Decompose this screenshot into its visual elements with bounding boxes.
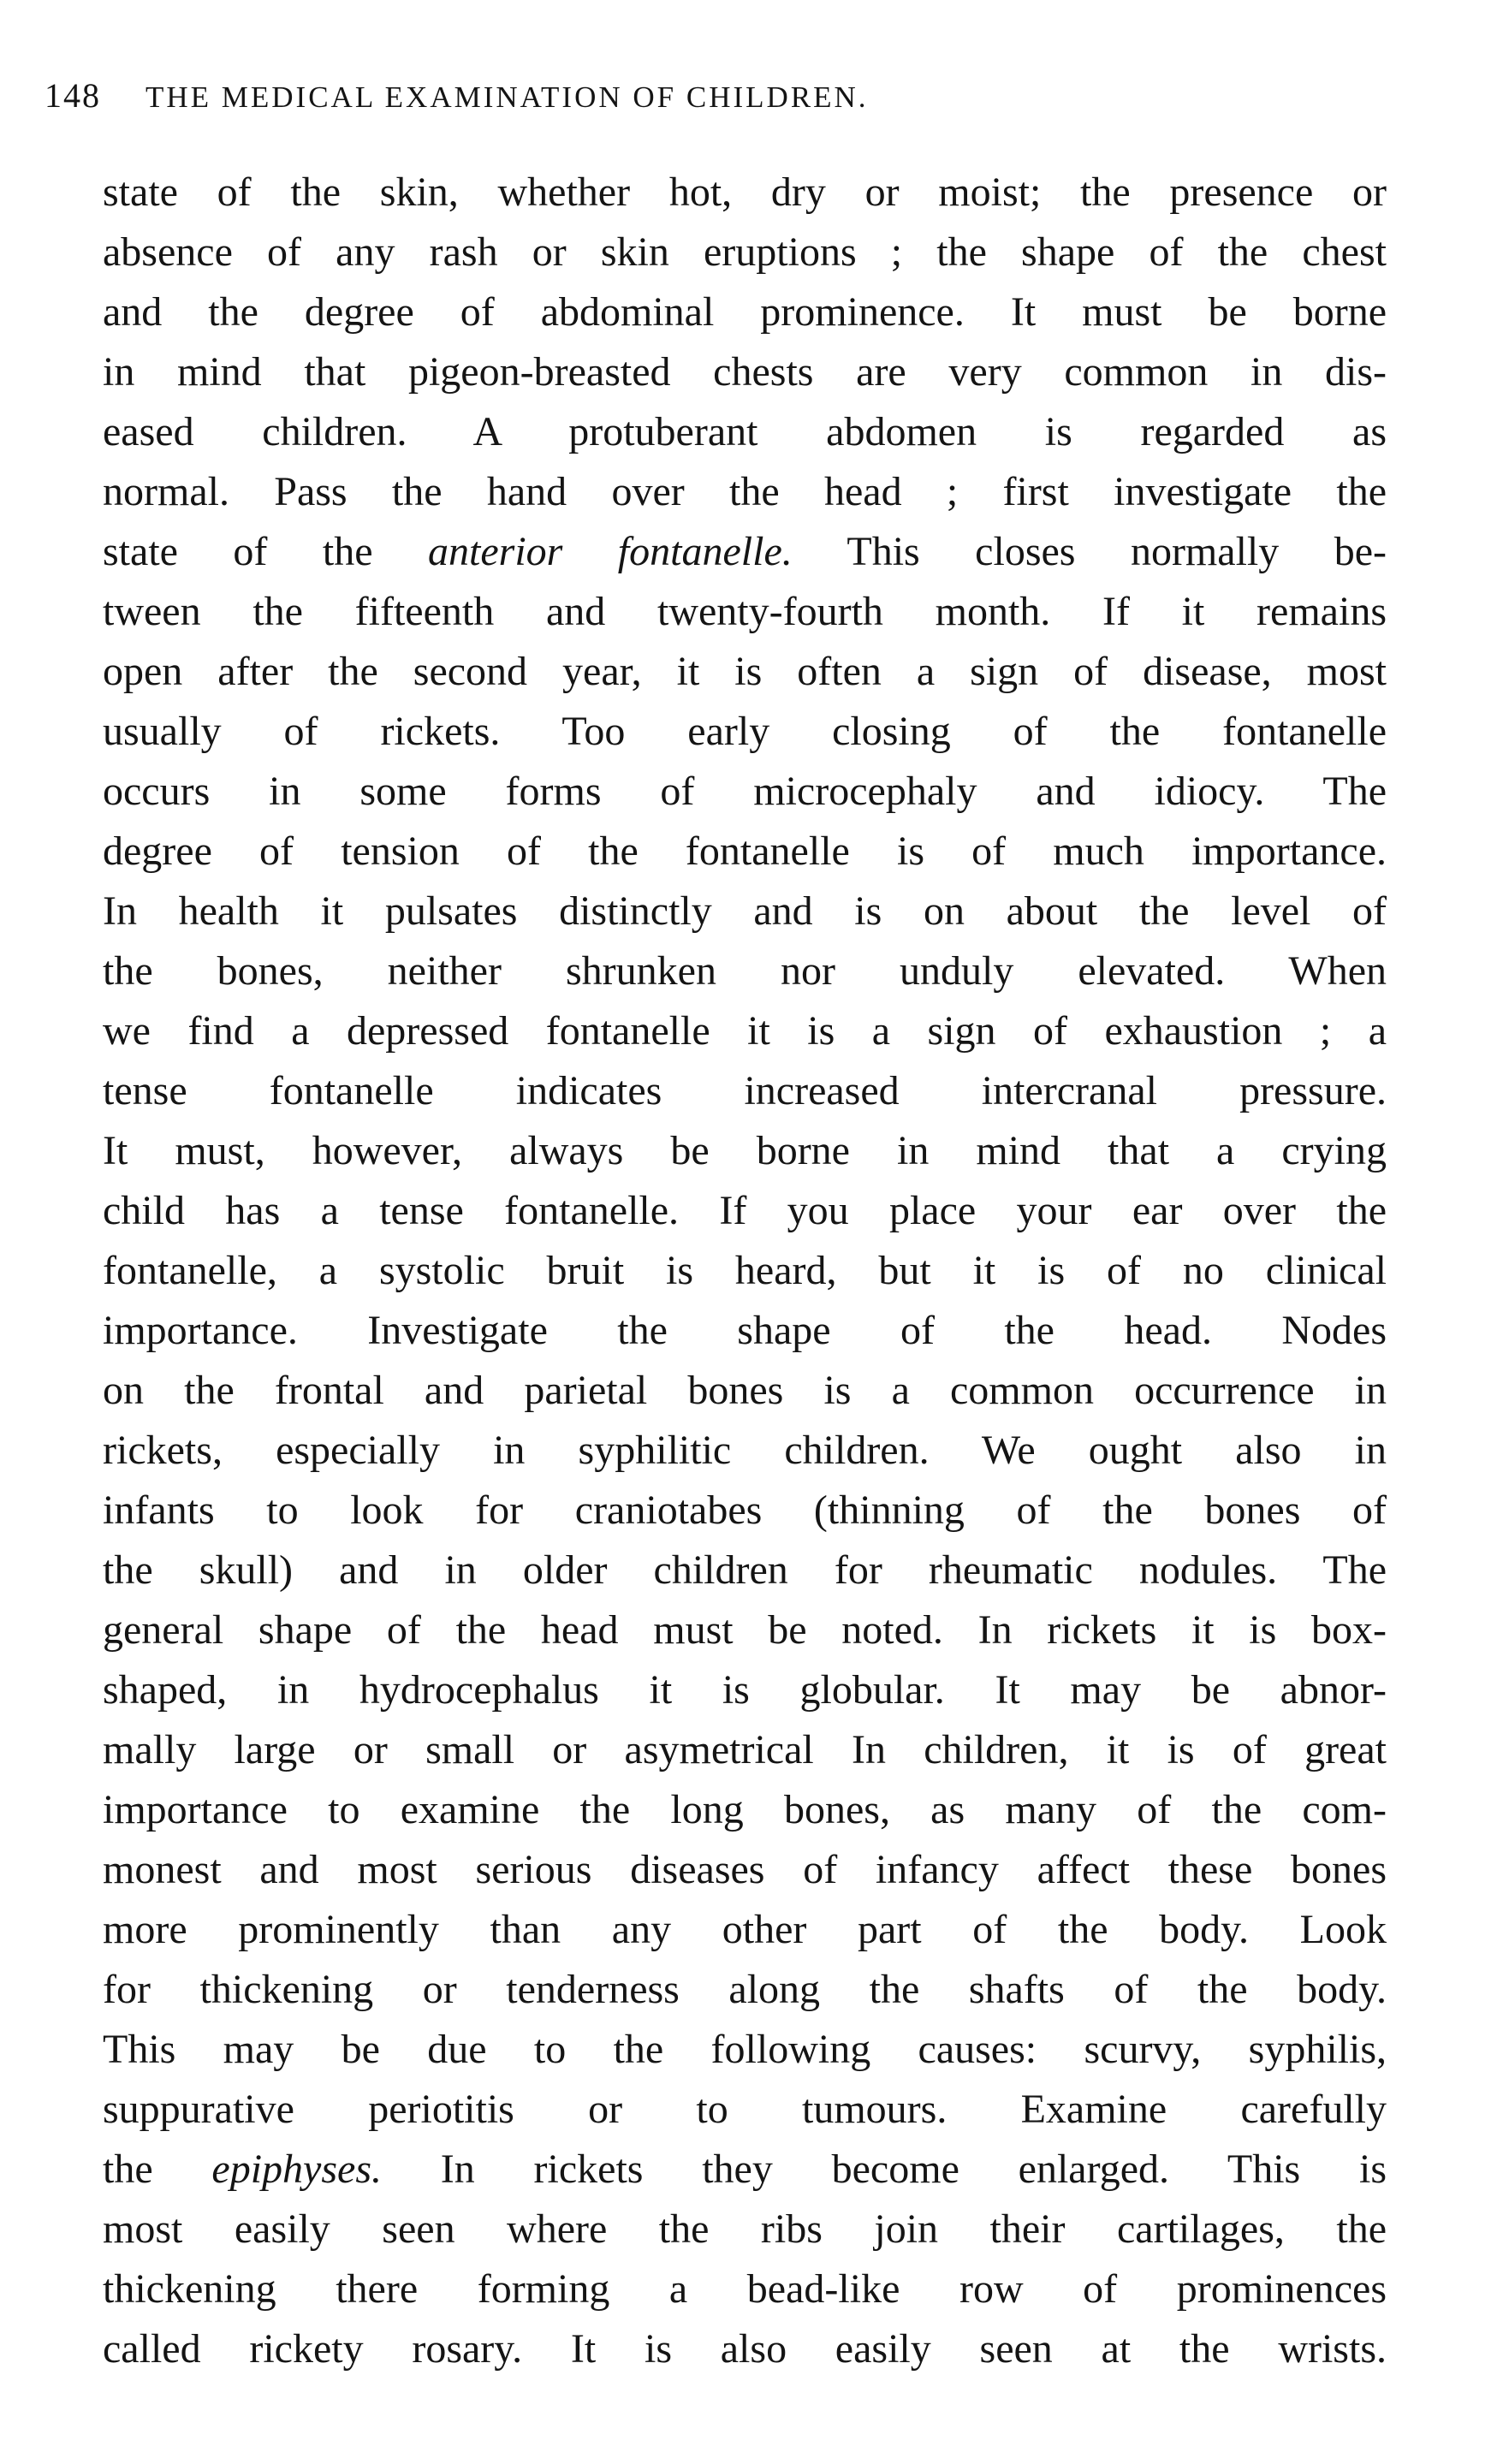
text-line bbox=[103, 1121, 1387, 1181]
line-text: general shape of the head must be noted. In rickets it is box- bbox=[103, 1607, 1387, 1653]
text-line bbox=[103, 1361, 1387, 1421]
text-line bbox=[103, 1061, 1387, 1121]
text-line bbox=[103, 1301, 1387, 1361]
line-text: normal. Pass the hand over the head ; first investigate the bbox=[103, 469, 1387, 514]
line-text: degree of tension of the fontanelle is of much importance. bbox=[103, 828, 1387, 874]
line-text: more prominently than any other part of the body. Look bbox=[103, 1907, 1387, 1952]
line-text: tween the fifteenth and twenty-fourth month. If it remains bbox=[103, 589, 1387, 634]
line-text: in mind that pigeon-breasted chests are very common in dis- bbox=[103, 349, 1387, 395]
line-text: and the degree of abdominal prominence. It must be borne bbox=[103, 289, 1387, 335]
line-text: rickets, especially in syphilitic children. We ought also in bbox=[103, 1428, 1387, 1473]
text-line bbox=[103, 1001, 1387, 1061]
line-text: monest and most serious diseases of infancy affect these bones bbox=[103, 1847, 1387, 1892]
text-line bbox=[103, 1481, 1387, 1541]
line-text: In rickets they become enlarged. This is bbox=[382, 2146, 1387, 2192]
line-text: absence of any rash or skin eruptions ; the shape of the chest bbox=[103, 229, 1387, 275]
text-line bbox=[103, 1600, 1387, 1660]
text-line bbox=[103, 822, 1387, 882]
text-line bbox=[103, 522, 1387, 582]
line-text: the skull) and in older children for rheumatic nodules. The bbox=[103, 1547, 1387, 1593]
text-line bbox=[103, 702, 1387, 762]
line-text: It must, however, always be borne in mind that a crying bbox=[103, 1128, 1387, 1173]
text-line bbox=[103, 882, 1387, 941]
text-line bbox=[103, 1241, 1387, 1301]
line-text: called rickety rosary. It is also easily seen at the wrists. bbox=[103, 2326, 1387, 2372]
line-text: we find a depressed fontanelle it is a sign of exhaustion ; a bbox=[103, 1008, 1387, 1054]
line-text: This may be due to the following causes: scurvy, syphilis, bbox=[103, 2027, 1387, 2072]
running-head bbox=[45, 70, 1328, 122]
text-line bbox=[103, 582, 1387, 642]
line-text: open after the second year, it is often a sign of disease, most bbox=[103, 649, 1387, 694]
line-text: eased children. A protuberant abdomen is regarded as bbox=[103, 409, 1387, 454]
line-text: on the frontal and parietal bones is a common occurrence in bbox=[103, 1368, 1387, 1413]
line-text: This closes normally be- bbox=[792, 529, 1387, 574]
text-line bbox=[103, 1421, 1387, 1481]
running-title: THE MEDICAL EXAMINATION OF CHILDREN. bbox=[146, 80, 869, 114]
line-text: fontanelle, a systolic bruit is heard, but it is of no clinical bbox=[103, 1248, 1387, 1293]
text-line bbox=[103, 2259, 1387, 2319]
text-line bbox=[103, 1181, 1387, 1241]
line-text: state of the bbox=[103, 529, 428, 574]
line-text: importance to examine the long bones, as many of the com- bbox=[103, 1787, 1387, 1832]
text-line bbox=[103, 941, 1387, 1001]
text-line bbox=[103, 1840, 1387, 1900]
text-line bbox=[103, 1541, 1387, 1600]
line-text: most easily seen where the ribs join their cartilages, the bbox=[103, 2206, 1387, 2252]
text-line bbox=[103, 282, 1387, 342]
line-text: tense fontanelle indicates increased intercranal pressure. bbox=[103, 1068, 1387, 1113]
line-text: infants to look for craniotabes (thinning of the bones of bbox=[103, 1487, 1387, 1533]
text-line bbox=[103, 1780, 1387, 1840]
text-line bbox=[103, 2200, 1387, 2259]
text-line bbox=[103, 2020, 1387, 2080]
line-text: for thickening or tenderness along the shafts of the body. bbox=[103, 1967, 1387, 2012]
line-text: In health it pulsates distinctly and is on about the level of bbox=[103, 888, 1387, 934]
text-line bbox=[103, 762, 1387, 822]
body-paragraph bbox=[103, 163, 1387, 2379]
line-text: importance. Investigate the shape of the head. Nodes bbox=[103, 1308, 1387, 1353]
text-line bbox=[103, 462, 1387, 522]
text-line bbox=[103, 2319, 1387, 2379]
text-line bbox=[103, 1960, 1387, 2020]
italic-term: anterior fontanelle. bbox=[428, 529, 793, 574]
text-line bbox=[103, 163, 1387, 223]
text-line bbox=[103, 2140, 1387, 2200]
line-text: the bones, neither shrunken nor unduly elevated. When bbox=[103, 948, 1387, 994]
page-number: 148 bbox=[45, 76, 101, 115]
italic-term: epiphyses. bbox=[211, 2146, 383, 2192]
text-line bbox=[103, 642, 1387, 702]
text-line bbox=[103, 1660, 1387, 1720]
text-line bbox=[103, 402, 1387, 462]
text-line bbox=[103, 2080, 1387, 2140]
text-line bbox=[103, 223, 1387, 282]
line-text: mally large or small or asymetrical In children, it is of great bbox=[103, 1727, 1387, 1772]
text-line bbox=[103, 342, 1387, 402]
line-text: thickening there forming a bead-like row of prominences bbox=[103, 2266, 1387, 2312]
line-text: shaped, in hydrocephalus it is globular. It may be abnor- bbox=[103, 1667, 1387, 1713]
line-text: occurs in some forms of microcephaly and idiocy. The bbox=[103, 769, 1387, 814]
line-text: suppurative periotitis or to tumours. Examine carefully bbox=[103, 2087, 1387, 2132]
line-text: usually of rickets. Too early closing of the fontanelle bbox=[103, 709, 1387, 754]
line-text: child has a tense fontanelle. If you place your ear over the bbox=[103, 1188, 1387, 1233]
line-text: the bbox=[103, 2146, 212, 2192]
text-line bbox=[103, 1900, 1387, 1960]
line-text: state of the skin, whether hot, dry or moist; the presence or bbox=[103, 169, 1387, 215]
text-line bbox=[103, 1720, 1387, 1780]
